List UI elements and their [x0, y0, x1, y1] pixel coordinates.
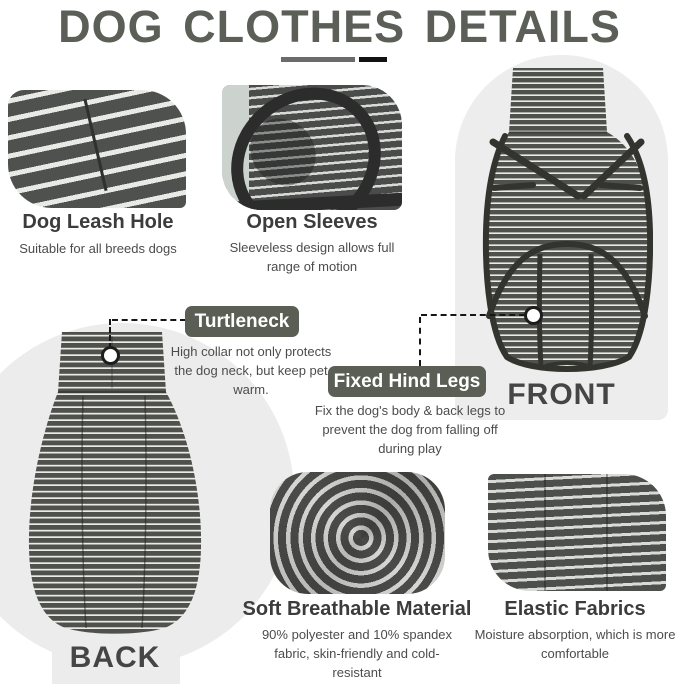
- soft-material-photo: [270, 472, 445, 594]
- turtleneck-label: Turtleneck: [185, 306, 299, 337]
- fabric-seam-line: [544, 474, 546, 591]
- open-sleeves-desc: Sleeveless design allows full range of motion: [229, 240, 395, 274]
- elastic-fabrics-title: Elastic Fabrics: [504, 598, 646, 620]
- leash-hole-slit: [83, 99, 107, 191]
- front-garment-image: [481, 66, 653, 378]
- turtleneck-point-marker: [101, 346, 120, 365]
- open-sleeves-photo: [222, 85, 402, 210]
- turtleneck-desc: High collar not only protects the dog neck, but keep pet warm.: [170, 344, 332, 397]
- leash-hole-title: Dog Leash Hole: [22, 211, 174, 233]
- soft-material-desc: 90% polyester and 10% spandex fabric, skin-friendly and cold-resistant: [261, 627, 453, 680]
- fixed-hind-legs-desc: Fix the dog's body & back legs to prevent the dog from falling off during play: [314, 403, 506, 456]
- turtleneck-connector-horizontal: [112, 319, 186, 321]
- leash-hole-desc: Suitable for all breeds dogs: [19, 241, 177, 256]
- hind-legs-point-marker: [524, 306, 543, 325]
- leash-hole-photo: [8, 90, 186, 208]
- fabric-seam-line: [606, 474, 608, 591]
- back-view-label: BACK: [69, 641, 161, 674]
- hind-legs-connector-vertical: [419, 317, 421, 366]
- front-view-label: FRONT: [507, 378, 616, 411]
- elastic-fabrics-desc: Moisture absorption, which is more comfortable: [474, 627, 676, 661]
- elastic-fabrics-photo: [488, 474, 666, 591]
- fixed-hind-legs-label: Fixed Hind Legs: [328, 366, 486, 397]
- soft-material-title: Soft Breathable Material: [242, 598, 472, 620]
- divider-black-bar: [359, 57, 387, 62]
- turtleneck-connector-vertical: [109, 319, 111, 349]
- hind-legs-connector-horizontal: [421, 314, 525, 316]
- open-sleeves-title: Open Sleeves: [246, 211, 378, 233]
- page-title: DOG CLOTHES DETAILS: [58, 1, 621, 52]
- divider-gray-bar: [281, 57, 355, 62]
